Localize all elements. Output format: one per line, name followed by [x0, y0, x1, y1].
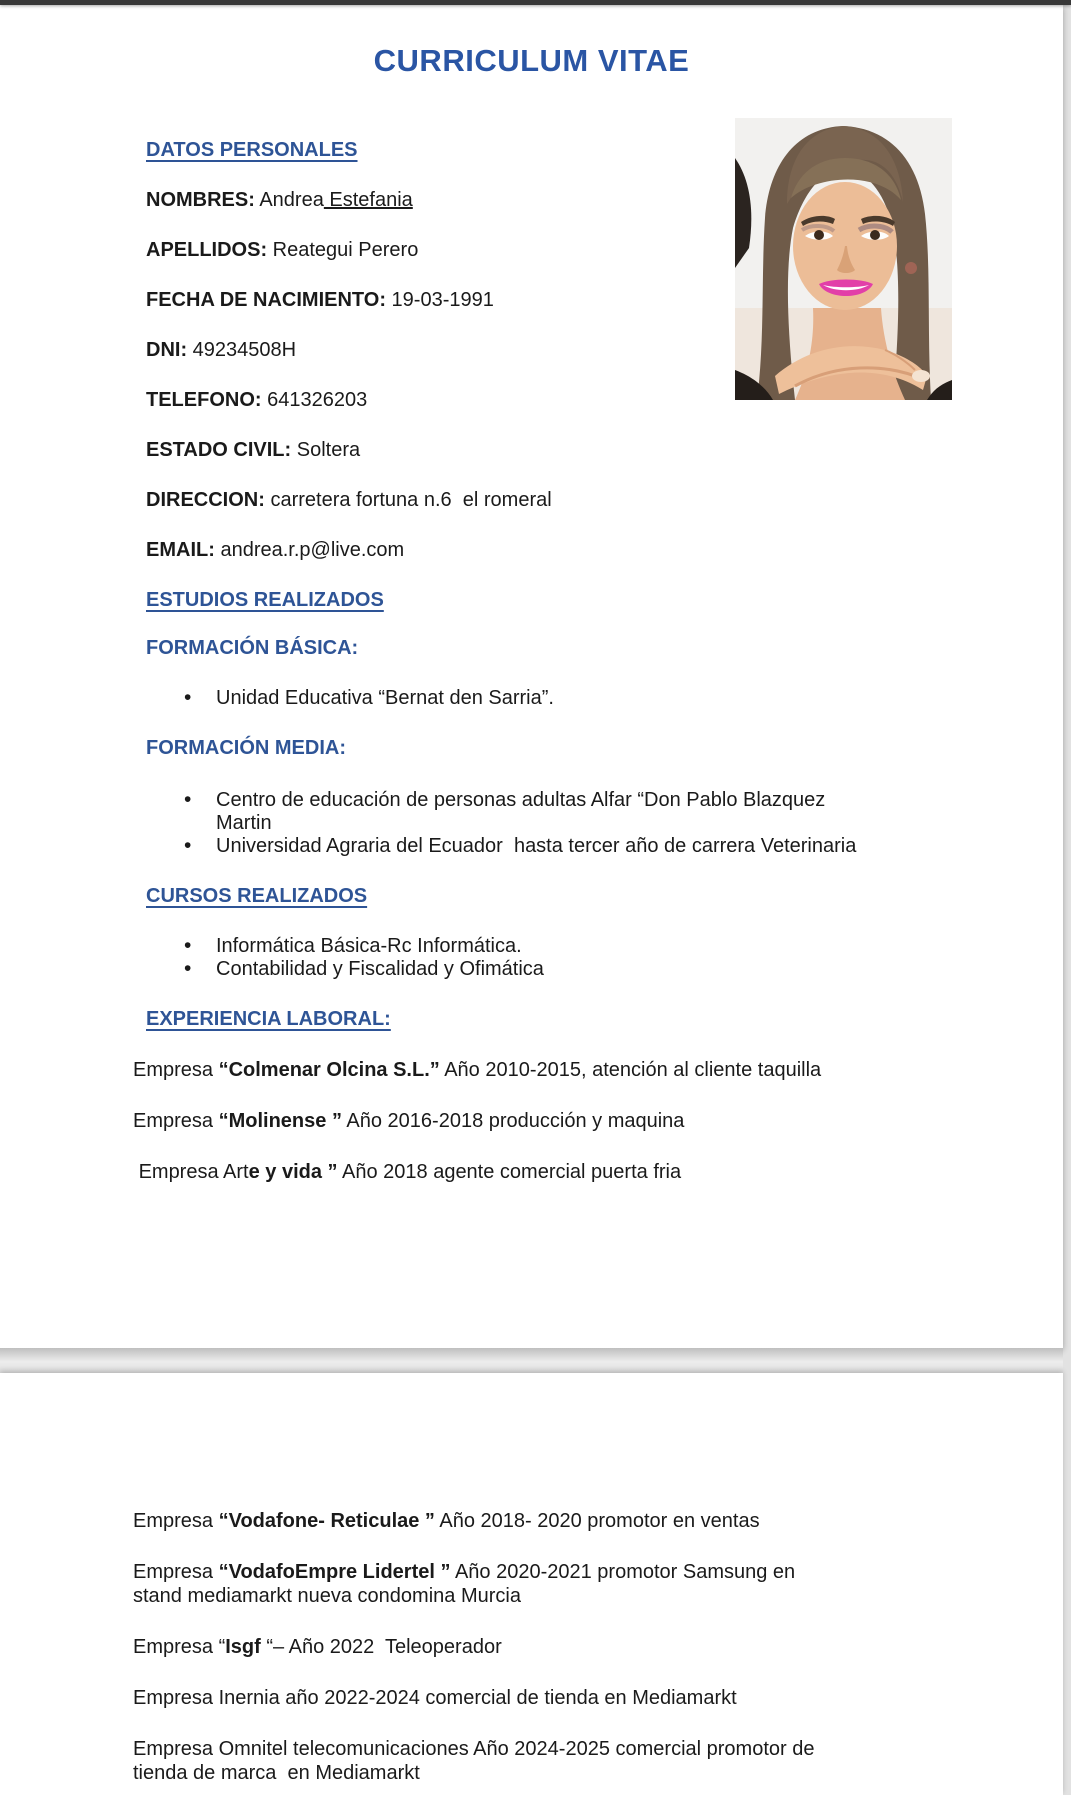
cv-page-2 — [0, 1373, 1063, 1795]
experiencia-item: Empresa Inernia año 2022-2024 comercial de tienda en Mediamarkt — [133, 1687, 737, 1709]
formacion-media-list — [146, 789, 943, 858]
personal-field: APELLIDOS: Reategui Perero — [146, 239, 419, 261]
subsection-formacion-media: FORMACIÓN MEDIA: — [146, 737, 346, 759]
personal-field: FECHA DE NACIMIENTO: 19-03-1991 — [146, 289, 494, 311]
formacion-basica-item: • Unidad Educativa “Bernat den Sarria”. — [182, 687, 943, 710]
section-experiencia-laboral: EXPERIENCIA LABORAL: — [146, 1008, 391, 1030]
experiencia-item: Empresa “Colmenar Olcina S.L.” Año 2010-2015, atención al cliente taquilla — [133, 1059, 822, 1081]
applicant-photo — [735, 118, 952, 400]
cv-page-1 — [0, 5, 1063, 1348]
cursos-list — [146, 935, 943, 981]
experiencia-item: Empresa Omnitel telecomunicaciones Año 2024-2025 comercial promotor de tienda de marca en Mediamarkt — [133, 1738, 815, 1784]
personal-field: TELEFONO: 641326203 — [146, 389, 368, 411]
curso-item: • Contabilidad y Fiscalidad y Ofimática — [182, 958, 943, 981]
experiencia-item: Empresa “Molinense ” Año 2016-2018 producción y maquina — [133, 1110, 685, 1132]
experiencia-item: Empresa “Isgf “– Año 2022 Teleoperador — [133, 1636, 502, 1658]
formacion-media-item: • Universidad Agraria del Ecuador hasta tercer año de carrera Veterinaria — [182, 835, 943, 858]
section-datos-personales: DATOS PERSONALES — [146, 139, 358, 161]
formacion-basica-list — [146, 687, 943, 710]
formacion-media-item: • Centro de educación de personas adultas Alfar “Don Pablo Blazquez Martin — [182, 789, 943, 835]
section-cursos-realizados: CURSOS REALIZADOS — [146, 885, 368, 907]
applicant-photo-image — [735, 118, 952, 400]
personal-field: ESTADO CIVIL: Soltera — [146, 439, 361, 461]
curso-item: • Informática Básica-Rc Informática. — [182, 935, 943, 958]
section-estudios-realizados: ESTUDIOS REALIZADOS — [146, 589, 384, 611]
page-title: CURRICULUM VITAE — [373, 43, 690, 78]
cv-page-2-content — [0, 1373, 1063, 1785]
subsection-formacion-basica: FORMACIÓN BÁSICA: — [146, 637, 359, 659]
experiencia-item: Empresa “Vodafone- Reticulae ” Año 2018- 2020 promotor en ventas — [133, 1510, 760, 1532]
experiencia-page1-list — [133, 1058, 943, 1184]
personal-field: EMAIL: andrea.r.p@live.com — [146, 539, 405, 561]
experiencia-item: Empresa Arte y vida ” Año 2018 agente comercial puerta fria — [133, 1161, 682, 1183]
personal-field: DNI: 49234508H — [146, 339, 297, 361]
page-gap — [0, 1348, 1063, 1373]
experiencia-item: Empresa “VodafoEmpre Lidertel ” Año 2020-2021 promotor Samsung en stand mediamarkt nueva condomina Murcia — [133, 1561, 796, 1607]
personal-field: NOMBRES: Andrea Estefania — [146, 189, 413, 211]
viewer-top-bar — [0, 0, 1071, 5]
experiencia-page2-list — [133, 1509, 943, 1785]
personal-field: DIRECCION: carretera fortuna n.6 el romeral — [146, 489, 552, 511]
